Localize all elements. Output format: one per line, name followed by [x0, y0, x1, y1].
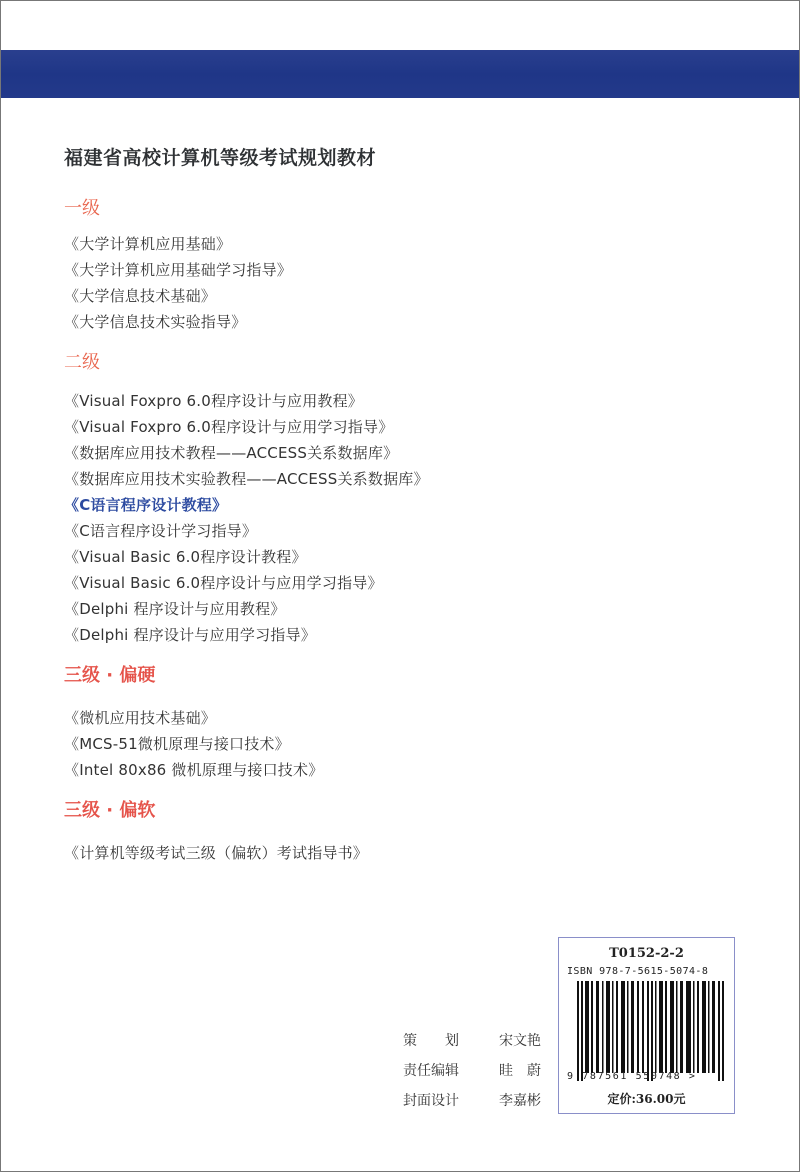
book-item: 《大学计算机应用基础》 — [64, 235, 232, 253]
credit-name: 李嘉彬 — [499, 1093, 541, 1109]
barcode-icon — [577, 981, 724, 1081]
credit-name: 眭 蔚 — [499, 1063, 541, 1079]
credit-role: 封面设计 — [403, 1093, 459, 1109]
book-item: 《微机应用技术基础》 — [64, 709, 217, 727]
book-item: 《Visual Foxpro 6.0程序设计与应用学习指导》 — [64, 418, 394, 436]
barcode-digits: 9 787561 550748 > — [567, 1071, 697, 1082]
credit-cover-designer — [403, 1090, 541, 1120]
credits — [403, 1030, 541, 1120]
catalog-code: T0152-2-2 — [609, 946, 684, 961]
barcode-box — [558, 937, 735, 1114]
credit-name: 宋文艳 — [499, 1033, 541, 1049]
credit-role: 策 划 — [403, 1033, 459, 1049]
book-item: 《大学信息技术基础》 — [64, 287, 217, 305]
section-heading-level1: 一级 — [64, 198, 100, 219]
book-item: 《Visual Basic 6.0程序设计教程》 — [64, 548, 307, 566]
credit-role: 责任编辑 — [403, 1063, 459, 1079]
top-blue-band — [1, 50, 799, 98]
book-item: 《Visual Foxpro 6.0程序设计与应用教程》 — [64, 392, 363, 410]
book-item: 《MCS-51微机原理与接口技术》 — [64, 735, 290, 753]
book-item: 《大学计算机应用基础学习指导》 — [64, 261, 293, 279]
book-item: 《数据库应用技术实验教程——ACCESS关系数据库》 — [64, 470, 429, 488]
book-item: 《Delphi 程序设计与应用学习指导》 — [64, 626, 316, 644]
series-title: 福建省高校计算机等级考试规划教材 — [64, 147, 377, 169]
section-heading-level3-hardware: 三级 · 偏硬 — [64, 665, 156, 686]
section-heading-level2: 二级 — [64, 352, 100, 373]
credit-planner — [403, 1030, 541, 1060]
credit-editor — [403, 1060, 541, 1090]
book-item: 《Intel 80x86 微机原理与接口技术》 — [64, 761, 324, 779]
price-label: 定价:36.00元 — [607, 1092, 686, 1106]
isbn-text: ISBN 978-7-5615-5074-8 — [567, 966, 709, 977]
book-item-highlighted: 《C语言程序设计教程》 — [64, 496, 228, 514]
book-item: 《Delphi 程序设计与应用教程》 — [64, 600, 286, 618]
book-item: 《Visual Basic 6.0程序设计与应用学习指导》 — [64, 574, 383, 592]
book-item: 《C语言程序设计学习指导》 — [64, 522, 258, 540]
book-item: 《计算机等级考试三级（偏软）考试指导书》 — [64, 844, 369, 862]
section-heading-level3-software: 三级 · 偏软 — [64, 800, 156, 821]
book-item: 《数据库应用技术教程——ACCESS关系数据库》 — [64, 444, 399, 462]
book-item: 《大学信息技术实验指导》 — [64, 313, 247, 331]
